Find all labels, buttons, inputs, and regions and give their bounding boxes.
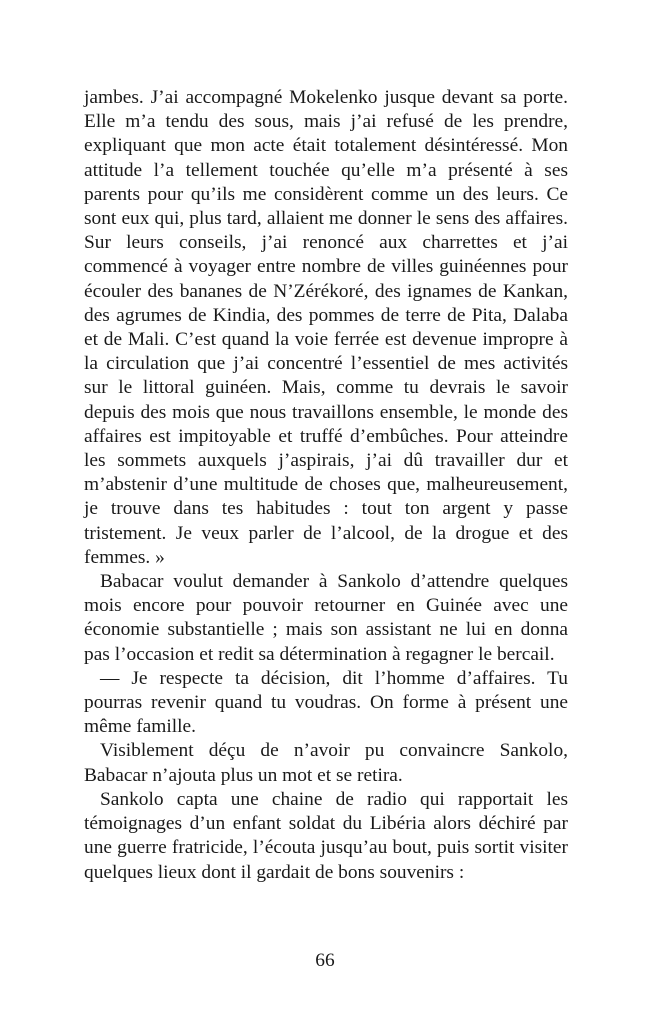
paragraph-babacar-request: Babacar voulut demander à Sankolo d’attendre quelques mois encore pour pouvoir retourner en Guinée avec une économie substantielle ; mais son assistant ne lui en donna pas l’occasion et redit sa détermination à regagner le bercail.	[84, 571, 568, 665]
book-page-text	[84, 86, 568, 885]
paragraph-continuation: jambes. J’ai accompagné Mokelenko jusque devant sa porte. Elle m’a tendu des sous, mais j’ai refusé de les prendre, expliquant que mon acte était totalement désintéressé. Mon attitude l’a tellement touchée qu’elle m’a présenté à ses parents pour qu’ils me considèrent comme un des leurs. Ce sont eux qui, plus tard, allaient me donner le sens des affaires. Sur leurs conseils, j’ai renoncé aux charrettes et j’ai commencé à voyager entre nombre de villes guinéennes pour écouler des bananes de N’Zérékoré, des ignames de Kankan, des agrumes de Kindia, des pommes de terre de Pita, Dalaba et de Mali. C’est quand la voie ferrée est devenue impropre à la circulation que j’ai concentré l’essentiel de mes activités sur le littoral guinéen. Mais, comme tu devrais le savoir depuis des mois que nous travaillons ensemble, le monde des affaires est impitoyable et truffé d’embûches. Pour atteindre les sommets auxquels j’aspirais, j’ai dû travailler dur et m’abstenir d’une multitude de choses que, malheureusement, je trouve dans tes habitudes : tout ton argent y passe tristement. Je veux parler de l’alcool, de la drogue et des femmes. »	[84, 87, 568, 568]
page-number: 66	[315, 950, 335, 971]
paragraph-dialogue-decision: — Je respecte ta décision, dit l’homme d’affaires. Tu pourras revenir quand tu voudras. On forme à présent une même famille.	[84, 667, 568, 738]
paragraph-babacar-disappointed: Visiblement déçu de n’avoir pu convaincre Sankolo, Babacar n’ajouta plus un mot et se retira.	[84, 740, 568, 786]
paragraph-sankolo-radio: Sankolo capta une chaine de radio qui rapportait les témoignages d’un enfant soldat du Libéria alors déchiré par une guerre fratricide, l’écouta jusqu’au bout, puis sortit visiter quelques lieux dont il gardait de bons souvenirs :	[84, 788, 568, 883]
